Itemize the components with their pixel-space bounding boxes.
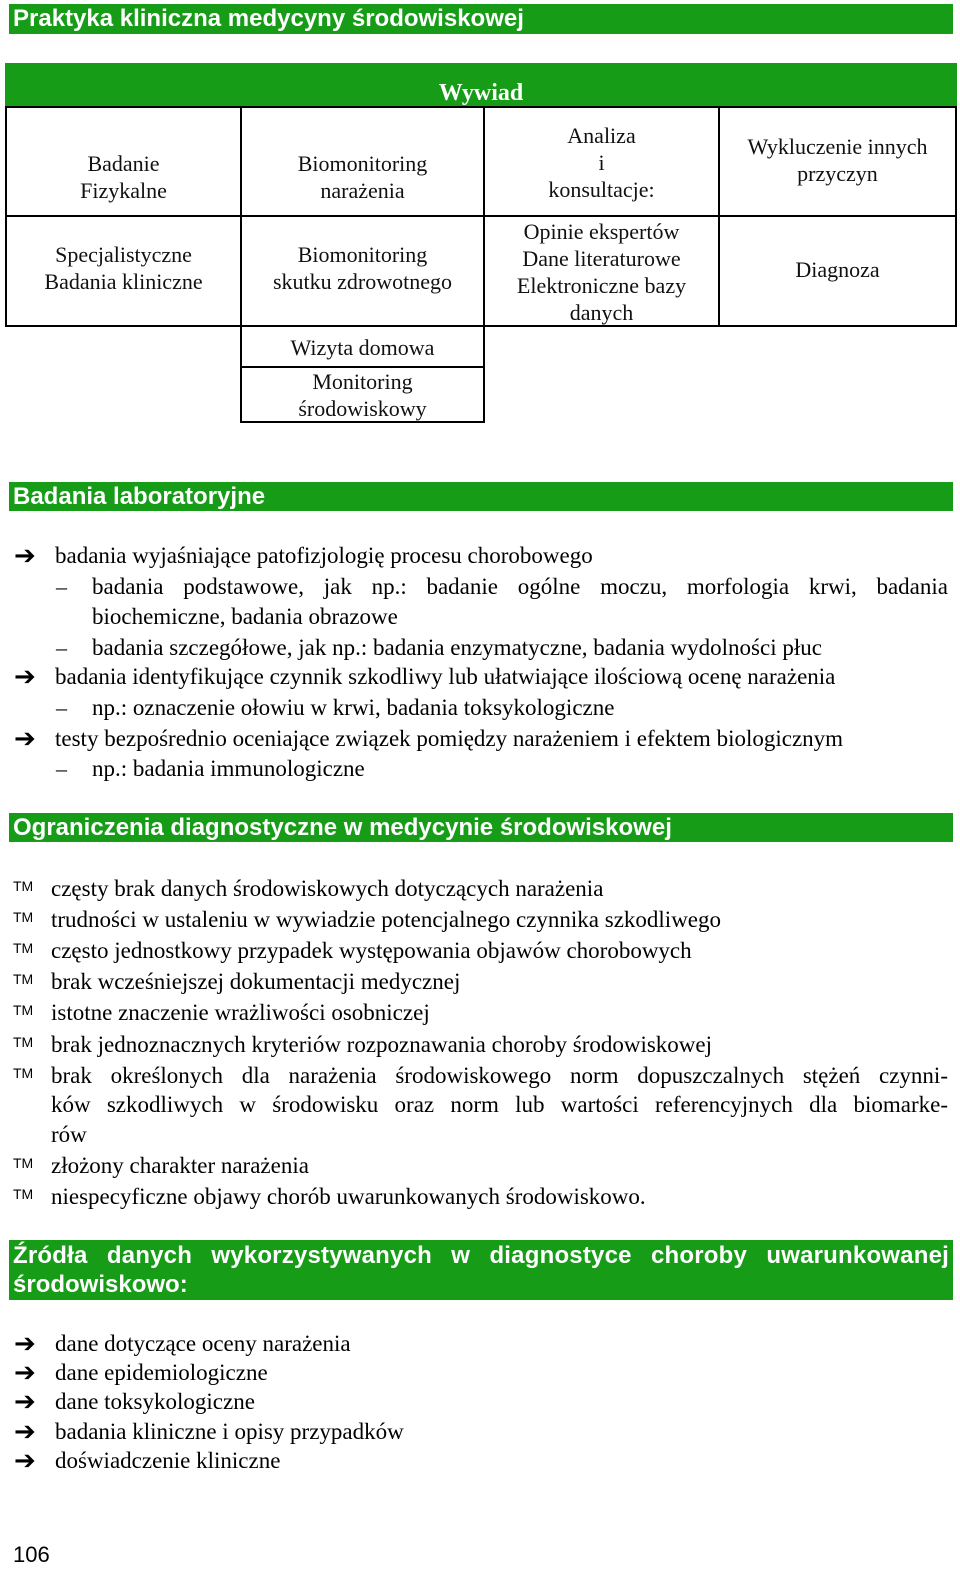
limit-item: brak wcześniejszej dokumentacji medycznej — [51, 969, 461, 994]
wywiad-banner — [5, 63, 957, 107]
tm-bullet-icon: TM — [13, 1186, 34, 1202]
lab-section-title: Badania laboratoryjne — [13, 483, 266, 510]
lab-item: badania wyjaśniające patofizjologię procesu chorobowego — [55, 543, 593, 568]
wywiad-label: Wywiad — [438, 80, 524, 106]
source-item: dane epidemiologiczne — [55, 1360, 268, 1385]
limits-section-title: Ograniczenia diagnostyczne w medycynie środowiskowej — [13, 814, 672, 841]
arrow-icon: ➔ — [14, 724, 36, 754]
lab-subitem: np.: oznaczenie ołowiu w krwi, badania toksykologiczne — [92, 695, 615, 720]
lab-subitem: np.: badania immunologiczne — [92, 756, 365, 781]
dash-icon: – — [56, 635, 67, 660]
sources-section-header — [9, 1240, 953, 1300]
cell-analiza: Analiza i konsultacje: — [548, 123, 655, 202]
cell-specjalistyczne: Specjalistyczne Badania kliniczne — [44, 242, 203, 294]
cell-biomonitoring-narazenia: Biomonitoring narażenia — [297, 150, 428, 203]
arrow-icon: ➔ — [14, 1387, 36, 1417]
arrow-icon: ➔ — [14, 541, 36, 571]
lab-subitem-cont: biochemiczne, badania obrazowe — [92, 604, 398, 629]
cell-wykluczenie: Wykluczenie innych przyczyn — [747, 134, 928, 186]
cell-badanie-fizykalne: Badanie Fizykalne — [80, 150, 167, 203]
cell-monitoring: Monitoring środowiskowy — [298, 368, 427, 421]
source-item: badania kliniczne i opisy przypadków — [55, 1419, 404, 1444]
tm-bullet-icon: TM — [13, 971, 34, 987]
limit-item-cont: ków szkodliwych w środowisku oraz norm lub wartości referencyjnych dla biomarke- — [51, 1092, 948, 1117]
tm-bullet-icon: TM — [13, 940, 34, 956]
source-item: doświadczenie kliniczne — [55, 1448, 281, 1473]
arrow-icon: ➔ — [14, 1358, 36, 1388]
lab-subitem: badania podstawowe, jak np.: badanie ogólne moczu, morfologia krwi, badania — [92, 574, 948, 599]
tm-bullet-icon: TM — [13, 1034, 34, 1050]
diagram-line — [955, 106, 957, 327]
cell-wizyta: Wizyta domowa — [290, 335, 435, 360]
lab-section-header — [9, 482, 953, 511]
source-item: dane toksykologiczne — [55, 1389, 255, 1414]
limit-item: brak jednoznacznych kryteriów rozpoznawania choroby środowiskowej — [51, 1032, 713, 1057]
lab-item: testy bezpośrednio oceniające związek pomiędzy narażeniem i efektem biologicznym — [55, 726, 844, 751]
dash-icon: – — [56, 695, 67, 720]
tm-bullet-icon: TM — [13, 1155, 34, 1171]
tm-bullet-icon: TM — [13, 909, 34, 925]
cell-biomonitoring-skutku: Biomonitoring skutku zdrowotnego — [272, 242, 453, 294]
limit-item-cont: rów — [51, 1122, 87, 1147]
diagnosis-diagram — [0, 0, 960, 440]
limit-item: częsty brak danych środowiskowych dotyczących narażenia — [51, 876, 604, 901]
limit-item: trudności w ustaleniu w wywiadzie potencjalnego czynnika szkodliwego — [51, 907, 722, 932]
limit-item: istotne znaczenie wrażliwości osobniczej — [51, 1000, 430, 1025]
cell-diagnoza: Diagnoza — [795, 256, 880, 282]
source-item: dane dotyczące oceny narażenia — [55, 1331, 351, 1356]
page-header-title: Praktyka kliniczna medycyny środowiskowej — [13, 5, 524, 32]
page-number: 106 — [13, 1542, 50, 1567]
limit-item: złożony charakter narażenia — [51, 1153, 309, 1178]
dash-icon: – — [56, 574, 67, 599]
limit-item: często jednostkowy przypadek występowania objawów chorobowych — [51, 938, 692, 963]
tm-bullet-icon: TM — [13, 1002, 34, 1018]
sources-section-title: Źródła danych wykorzystywanych w diagnostyce choroby uwarunkowanej — [13, 1242, 949, 1269]
limit-item: brak określonych dla narażenia środowiskowego norm dopuszczalnych stężeń czynni- — [51, 1063, 948, 1088]
tm-bullet-icon: TM — [13, 1065, 34, 1081]
lab-subitem: badania szczegółowe, jak np.: badania enzymatyczne, badania wydolności płuc — [92, 635, 822, 660]
arrow-icon: ➔ — [14, 662, 36, 692]
sources-section-title-cont: środowiskowo: — [13, 1271, 188, 1298]
arrow-icon: ➔ — [14, 1329, 36, 1359]
tm-bullet-icon: TM — [13, 878, 34, 894]
cell-opinie: Opinie ekspertów Dane literaturowe Elektroniczne bazy danych — [516, 219, 687, 325]
limits-section-header — [9, 813, 953, 842]
arrow-icon: ➔ — [14, 1446, 36, 1476]
limit-item: niespecyficzne objawy chorób uwarunkowanych środowiskowo. — [51, 1184, 646, 1209]
lab-item: badania identyfikujące czynnik szkodliwy lub ułatwiające ilościową ocenę narażenia — [55, 664, 836, 689]
dash-icon: – — [56, 756, 67, 781]
arrow-icon: ➔ — [14, 1417, 36, 1447]
